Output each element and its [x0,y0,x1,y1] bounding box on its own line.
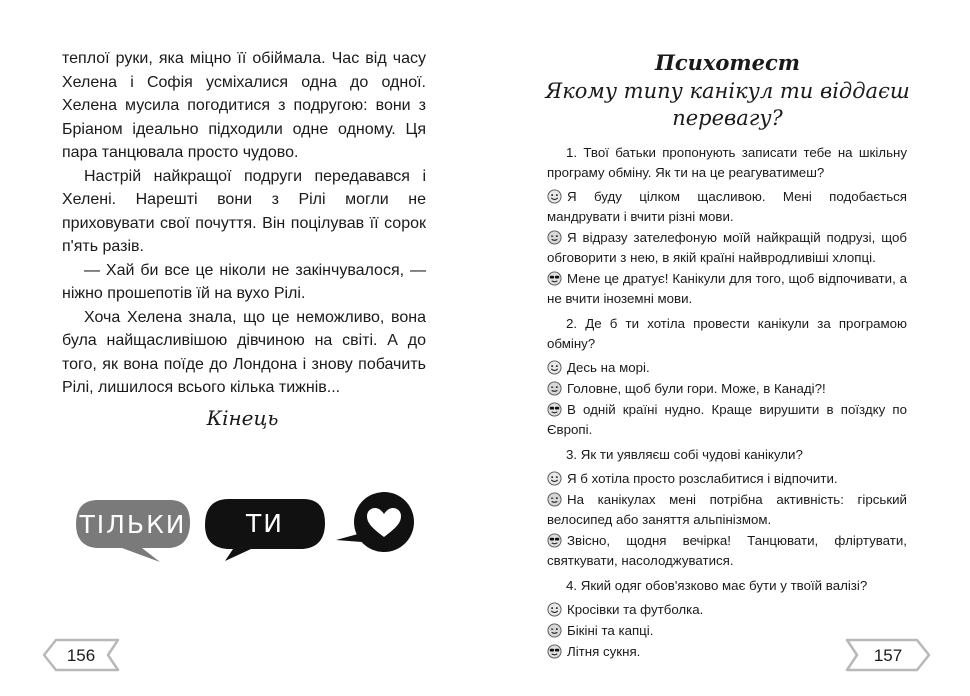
quiz-answer [547,358,907,378]
quiz-answer [547,187,907,227]
quiz-answer [547,490,907,530]
bubble-heart [334,490,418,556]
wink-icon [547,623,562,638]
answer-text: Кросівки та футболка. [567,602,704,617]
answer-text: Я відразу зателефоную моїй найкращій подрузі, щоб обговорити з нею, в якій країні найвродливіші хлопці. [547,230,907,265]
quiz-answer [547,531,907,571]
answer-text: В одній країні нудно. Краще вирушити в поїздку по Європі. [547,402,907,437]
wink-icon [547,230,562,245]
sunglasses-icon [547,271,562,286]
bubble-only [74,498,192,564]
quiz-body [547,143,907,663]
answer-text: Звісно, щодня вечірка! Танцювати, фліртувати, святкувати, насолоджуватися. [547,533,907,568]
heart-bubble-icon [334,490,418,556]
right-page [485,0,970,696]
quiz-subtitle: Якому типу канікул ти віддаєш перевагу? [545,79,910,130]
bubble-you-text: ТИ [246,509,284,538]
quiz-answer [547,400,907,440]
answer-text: Головне, щоб були гори. Може, в Канаді?! [567,381,826,396]
quiz-answer [547,269,907,309]
page-number-tab [845,638,931,672]
quiz-answer [547,228,907,268]
wink-icon [547,381,562,396]
answer-text: Я б хотіла просто розслабитися і відпочити. [567,471,838,486]
quiz-answer [547,600,907,620]
story-paragraph: — Хай би все це ніколи не закінчувалося, — ніжно прошепотів їй на вухо Рілі. [62,261,426,302]
quiz-question: 3. Як ти уявляєш собі чудові канікули? [566,447,803,462]
smiley-icon [547,189,562,204]
story-paragraph: Хоча Хелена знала, що це неможливо, вона була найщасливішою дівчиною на світі. А до того, як вона поїде до Лондона і знову побачить Рілі, лишилося всього кілька тижнів... [62,308,426,396]
page-number: 156 [66,646,96,665]
bubble-only-text: ТІЛЬКИ [79,510,187,539]
quiz-answer [547,469,907,489]
wink-icon [547,492,562,507]
smiley-icon [547,602,562,617]
quiz-question: 4. Який одяг обов'язково має бути у твоїй валізі? [566,578,868,593]
quiz-title: Психотест [654,50,800,75]
page-number: 157 [873,646,903,665]
answer-text: Мене це дратує! Канікули для того, щоб відпочивати, а не вчити іноземні мови. [547,271,907,306]
smiley-icon [547,360,562,375]
answer-text: Літня сукня. [567,644,641,659]
story-text [62,47,426,400]
the-end-label: Кінець [206,406,279,430]
story-paragraph: Настрій найкращої подруги передавався і Хелені. Нарешті вони з Рілі могли не приховувати свої почуття. Він поцілував її сорок п'ять разів. [62,167,426,255]
smiley-icon [547,471,562,486]
bubble-you [203,497,327,563]
answer-text: Десь на морі. [567,360,650,375]
answer-text: Я буду цілком щасливою. Мені подобається мандрувати і вчити різні мови. [547,189,907,224]
sunglasses-icon [547,402,562,417]
quiz-question: 2. Де б ти хотіла провести канікули за програмою обміну? [547,316,907,351]
answer-text: На канікулах мені потрібна активність: гірський велосипед або заняття альпінізмом. [547,492,907,527]
sunglasses-icon [547,644,562,659]
sunglasses-icon [547,533,562,548]
quiz-answer [547,379,907,399]
page-number-tab [42,638,120,672]
story-paragraph: теплої руки, яка міцно її обіймала. Час від часу Хелена і Софія усміхалися одна до одної. Хелена мусила погодитися з подругою: вони з Бріаном ідеально підходили одне одному. Ця пара танцювала просто чудово. [62,50,426,161]
quiz-question: 1. Твої батьки пропонують записати тебе на шкільну програму обміну. Як ти на це реагуватимеш? [547,145,907,180]
answer-text: Бікіні та капці. [567,623,654,638]
